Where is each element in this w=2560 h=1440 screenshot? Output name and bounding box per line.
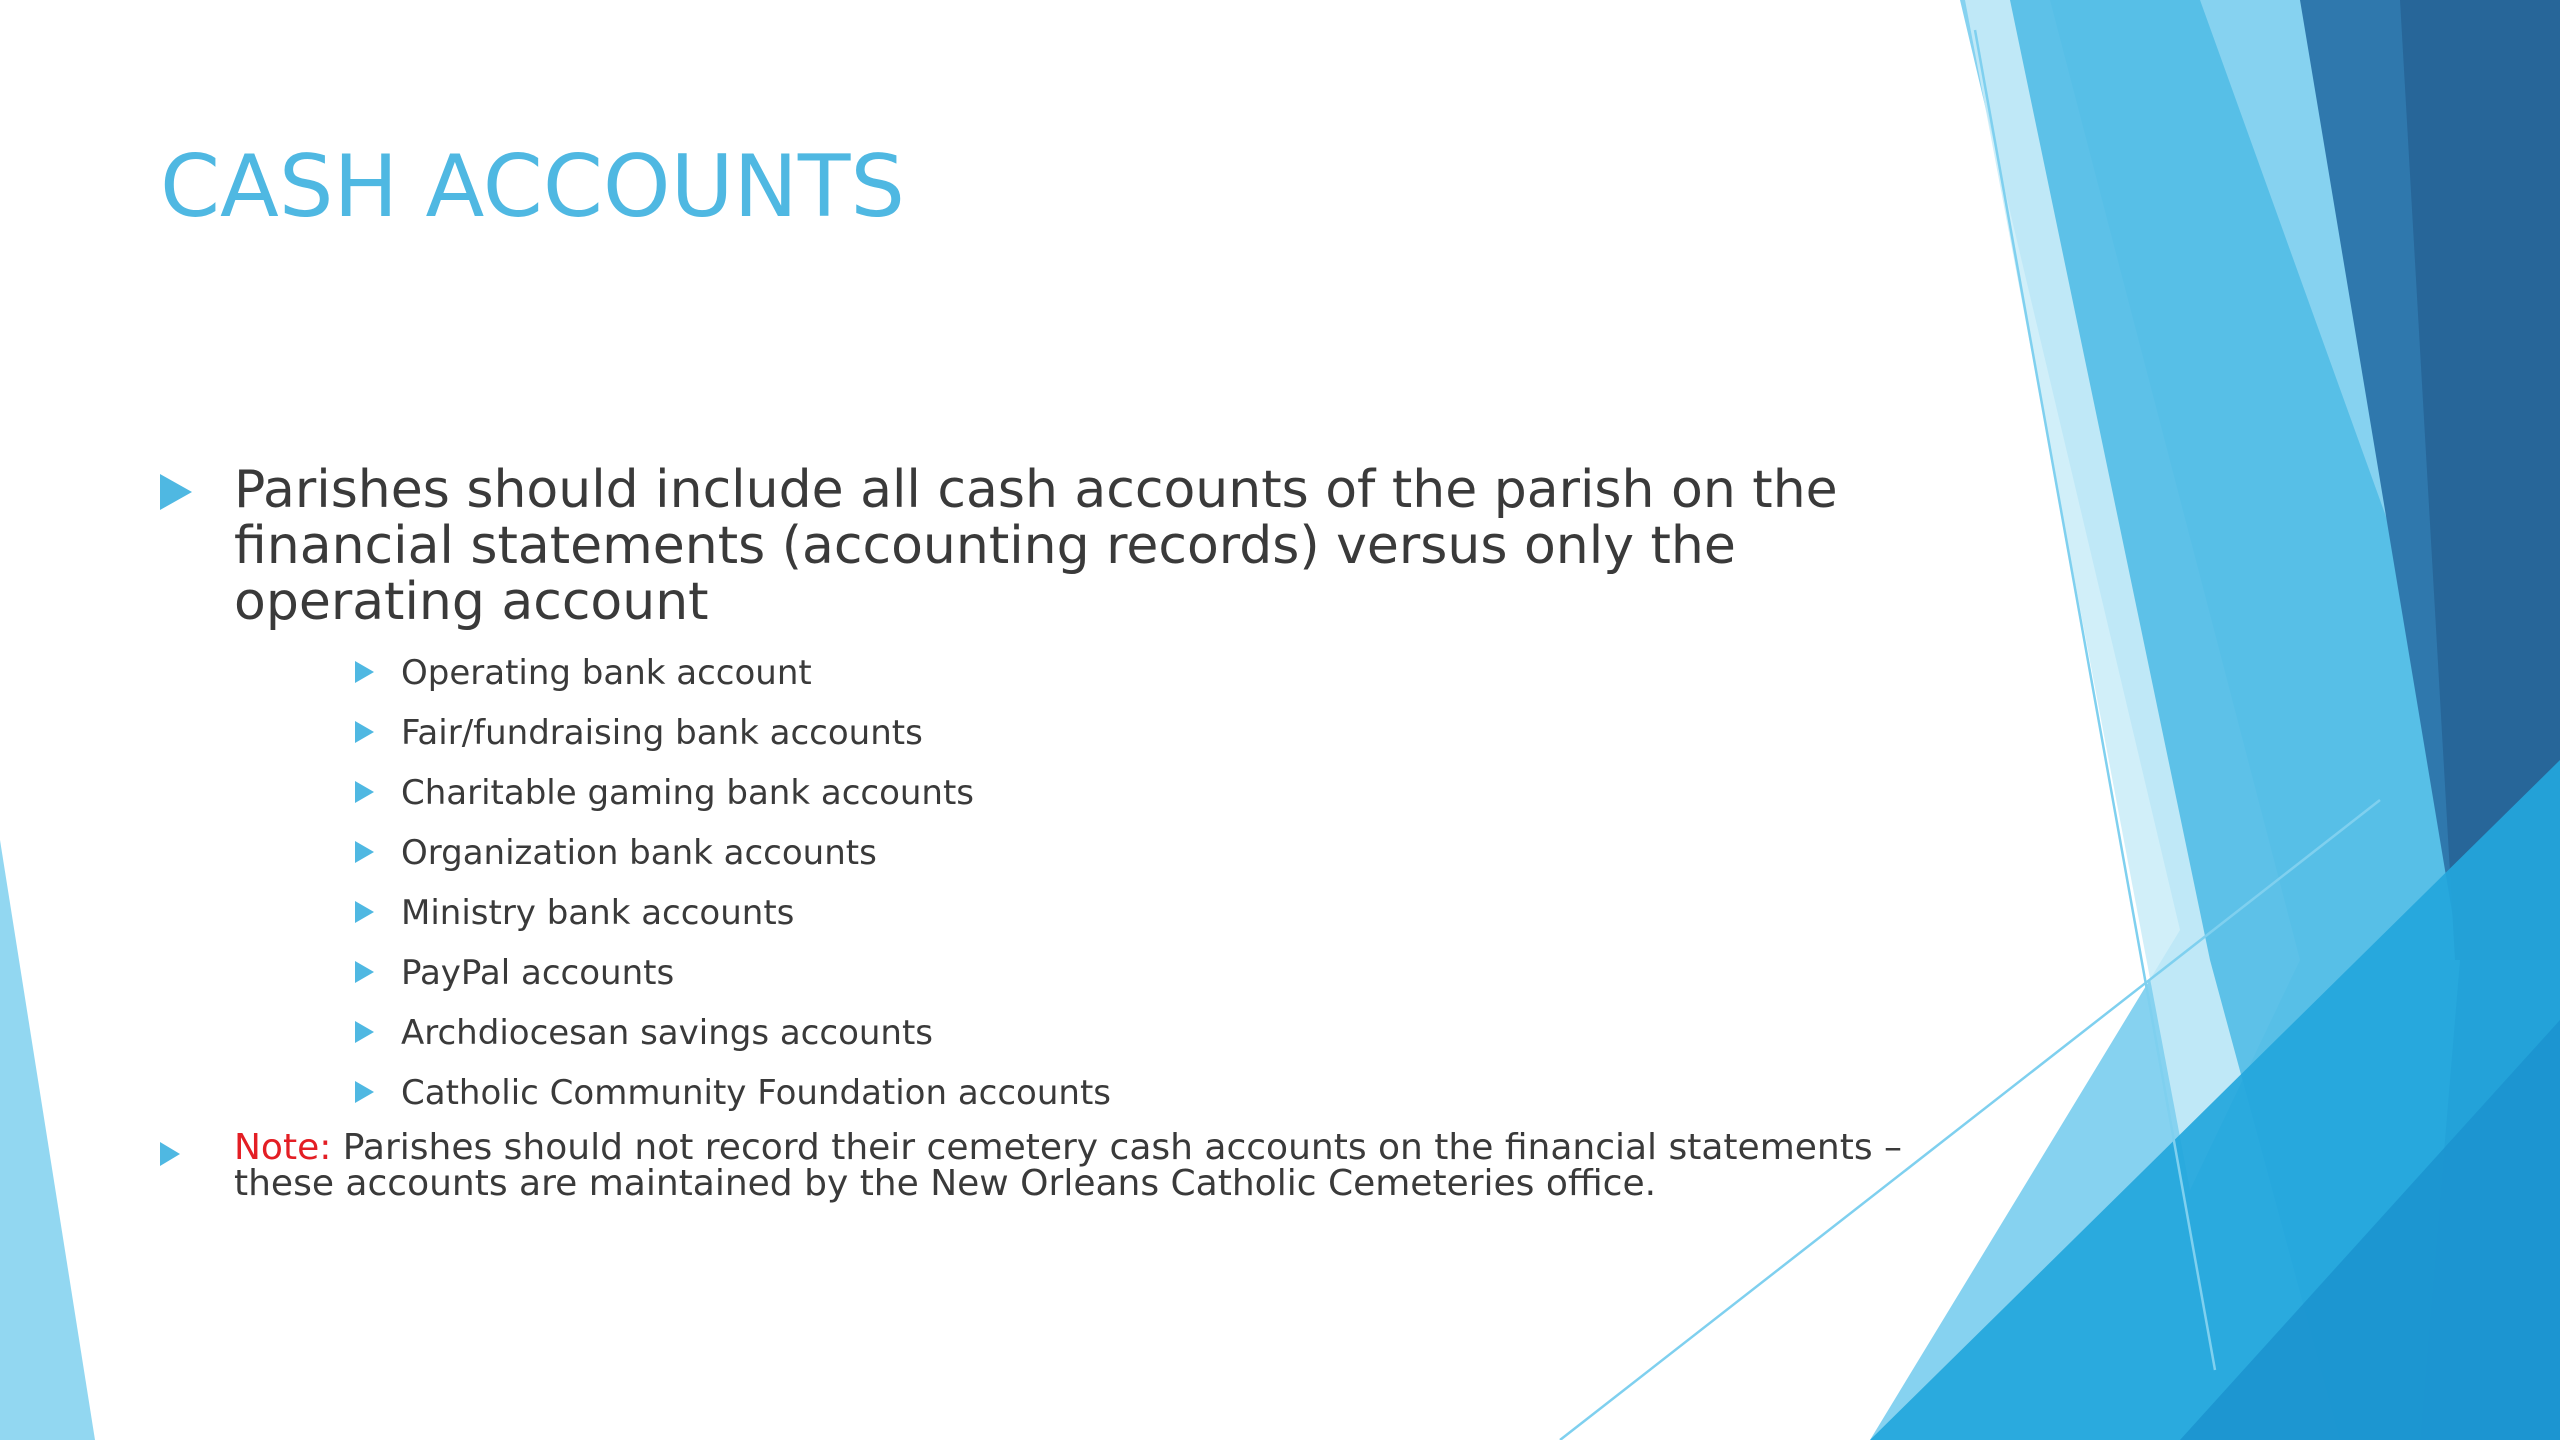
sub-bullet-list xyxy=(355,650,1655,1130)
play-arrow-icon xyxy=(160,1142,180,1166)
play-arrow-icon xyxy=(355,901,374,923)
sub-bullet-item xyxy=(355,1070,1655,1130)
left-edge-shape xyxy=(0,840,95,1440)
play-arrow-icon xyxy=(355,1081,374,1103)
sub-bullet-item xyxy=(355,890,1655,950)
slide-title: CASH ACCOUNTS xyxy=(160,137,905,237)
play-arrow-icon xyxy=(355,841,374,863)
note-bullet xyxy=(160,1127,1920,1204)
play-arrow-icon xyxy=(355,961,374,983)
sub-bullet-item xyxy=(355,770,1655,830)
note-label: Note: xyxy=(234,1127,332,1168)
main-bullet-text: Parishes should include all cash accounts of the parish on the financial statements (accounting records) versus only the operating account xyxy=(234,460,1838,632)
sub-bullet-text: Charitable gaming bank accounts xyxy=(401,773,975,813)
sub-bullet-text: Archdiocesan savings accounts xyxy=(401,1013,934,1053)
sub-bullet-text: PayPal accounts xyxy=(401,953,675,993)
sub-bullet-text: Ministry bank accounts xyxy=(401,893,795,933)
sub-bullet-text: Operating bank account xyxy=(401,653,812,693)
sub-bullet-text: Organization bank accounts xyxy=(401,833,877,873)
sub-bullet-item xyxy=(355,1010,1655,1070)
note-bullet-row xyxy=(160,1127,1920,1204)
sub-bullet-text: Fair/fundraising bank accounts xyxy=(401,713,923,753)
play-arrow-icon xyxy=(355,661,374,683)
sub-bullet-item xyxy=(355,830,1655,890)
main-bullet-row xyxy=(160,462,1900,630)
play-arrow-icon xyxy=(355,1021,374,1043)
sub-bullet-item xyxy=(355,650,1655,710)
sub-bullet-text: Catholic Community Foundation accounts xyxy=(401,1073,1111,1113)
sub-bullet-item xyxy=(355,950,1655,1010)
sub-bullet-item xyxy=(355,710,1655,770)
play-arrow-icon xyxy=(355,781,374,803)
note-body: Parishes should not record their cemetery cash accounts on the financial statements – these accounts are maintained by the New Orleans Catholic Cemeteries office. xyxy=(234,1127,1903,1204)
play-arrow-icon xyxy=(160,474,192,510)
play-arrow-icon xyxy=(355,721,374,743)
note-text xyxy=(234,1127,1920,1204)
main-bullet xyxy=(160,462,1900,630)
